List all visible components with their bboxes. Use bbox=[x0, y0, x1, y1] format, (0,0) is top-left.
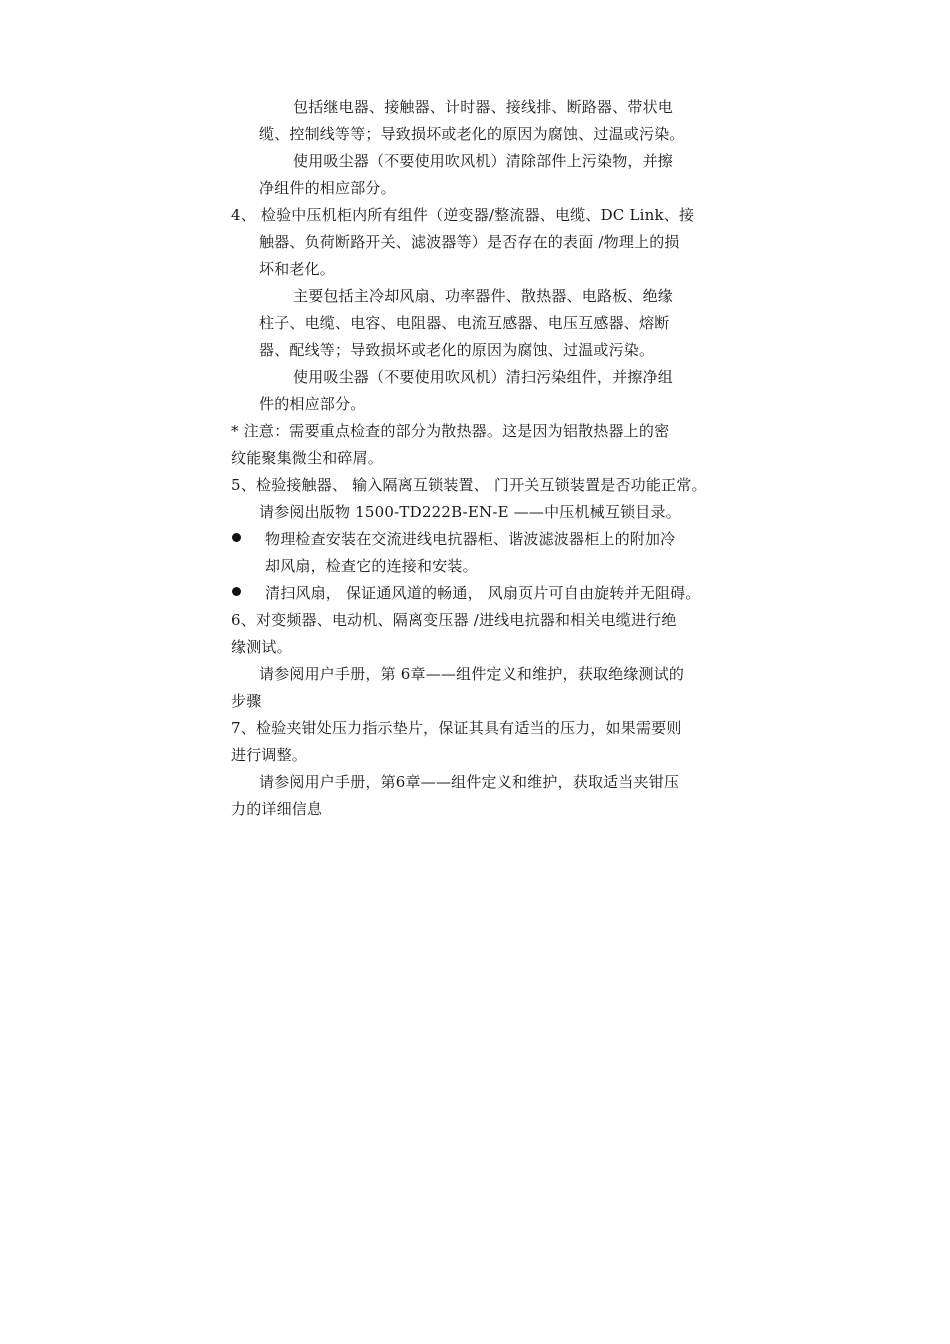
text-line: 坏和老化。 bbox=[259, 260, 336, 278]
bullet-item: 清扫风扇， 保证通风道的畅通， 风扇页片可自由旋转并无阻碍。 bbox=[265, 584, 701, 602]
text-line: 使用吸尘器（不要使用吹风机）清除部件上污染物，并擦 bbox=[293, 152, 674, 170]
bullet-item: 物理检查安装在交流进线电抗器柜、谐波滤波器柜上的附加冷 bbox=[265, 530, 676, 548]
note-line: * 注意：需要重点检查的部分为散热器。这是因为铝散热器上的密 bbox=[231, 422, 670, 440]
text-line: 进行调整。 bbox=[231, 746, 308, 764]
item-7-heading: 7、检验夹钳处压力指示垫片，保证其具有适当的压力，如果需要则 bbox=[231, 719, 682, 737]
text-line: 力的详细信息 bbox=[231, 800, 323, 818]
text-line: 器、配线等；导致损坏或老化的原因为腐蚀、过温或污染。 bbox=[259, 341, 655, 359]
note-line: 纹能聚集微尘和碎屑。 bbox=[231, 449, 384, 467]
text-line: 使用吸尘器（不要使用吹风机）清扫污染组件，并擦净组 bbox=[293, 368, 674, 386]
text-line: 触器、负荷断路开关、滤波器等）是否存在的表面 /物理上的损 bbox=[259, 233, 680, 251]
item-6-heading: 6、对变频器、电动机、隔离变压器 /进线电抗器和相关电缆进行绝 bbox=[231, 611, 677, 629]
bullet-icon bbox=[232, 533, 241, 542]
text-line: 件的相应部分。 bbox=[259, 395, 366, 413]
item-5-heading: 5、检验接触器、 输入隔离互锁装置、 门开关互锁装置是否功能正常。 bbox=[231, 476, 707, 494]
item-4-heading: 4、 检验中压机柜内所有组件（逆变器/整流器、电缆、DC Link、接 bbox=[231, 206, 695, 224]
text-line: 请参阅用户手册，第6章——组件定义和维护，获取适当夹钳压 bbox=[259, 773, 680, 791]
text-line: 请参阅用户手册，第 6章——组件定义和维护，获取绝缘测试的 bbox=[259, 665, 685, 683]
bullet-icon bbox=[232, 587, 241, 596]
text-line: 净组件的相应部分。 bbox=[259, 179, 396, 197]
text-line: 步骤 bbox=[231, 692, 262, 710]
text-line: 请参阅出版物 1500-TD222B-EN-E ——中压机械互锁目录。 bbox=[259, 503, 681, 521]
text-line: 包括继电器、接触器、计时器、接线排、断路器、带状电 bbox=[293, 98, 674, 116]
text-line: 缆、控制线等等；导致损坏或老化的原因为腐蚀、过温或污染。 bbox=[259, 125, 685, 143]
text-line: 柱子、电缆、电容、电阻器、电流互感器、电压互感器、熔断 bbox=[259, 314, 670, 332]
text-line: 主要包括主冷却风扇、功率器件、散热器、电路板、绝缘 bbox=[293, 287, 674, 305]
text-line: 却风扇，检查它的连接和安装。 bbox=[265, 557, 478, 575]
text-line: 缘测试。 bbox=[231, 638, 292, 656]
